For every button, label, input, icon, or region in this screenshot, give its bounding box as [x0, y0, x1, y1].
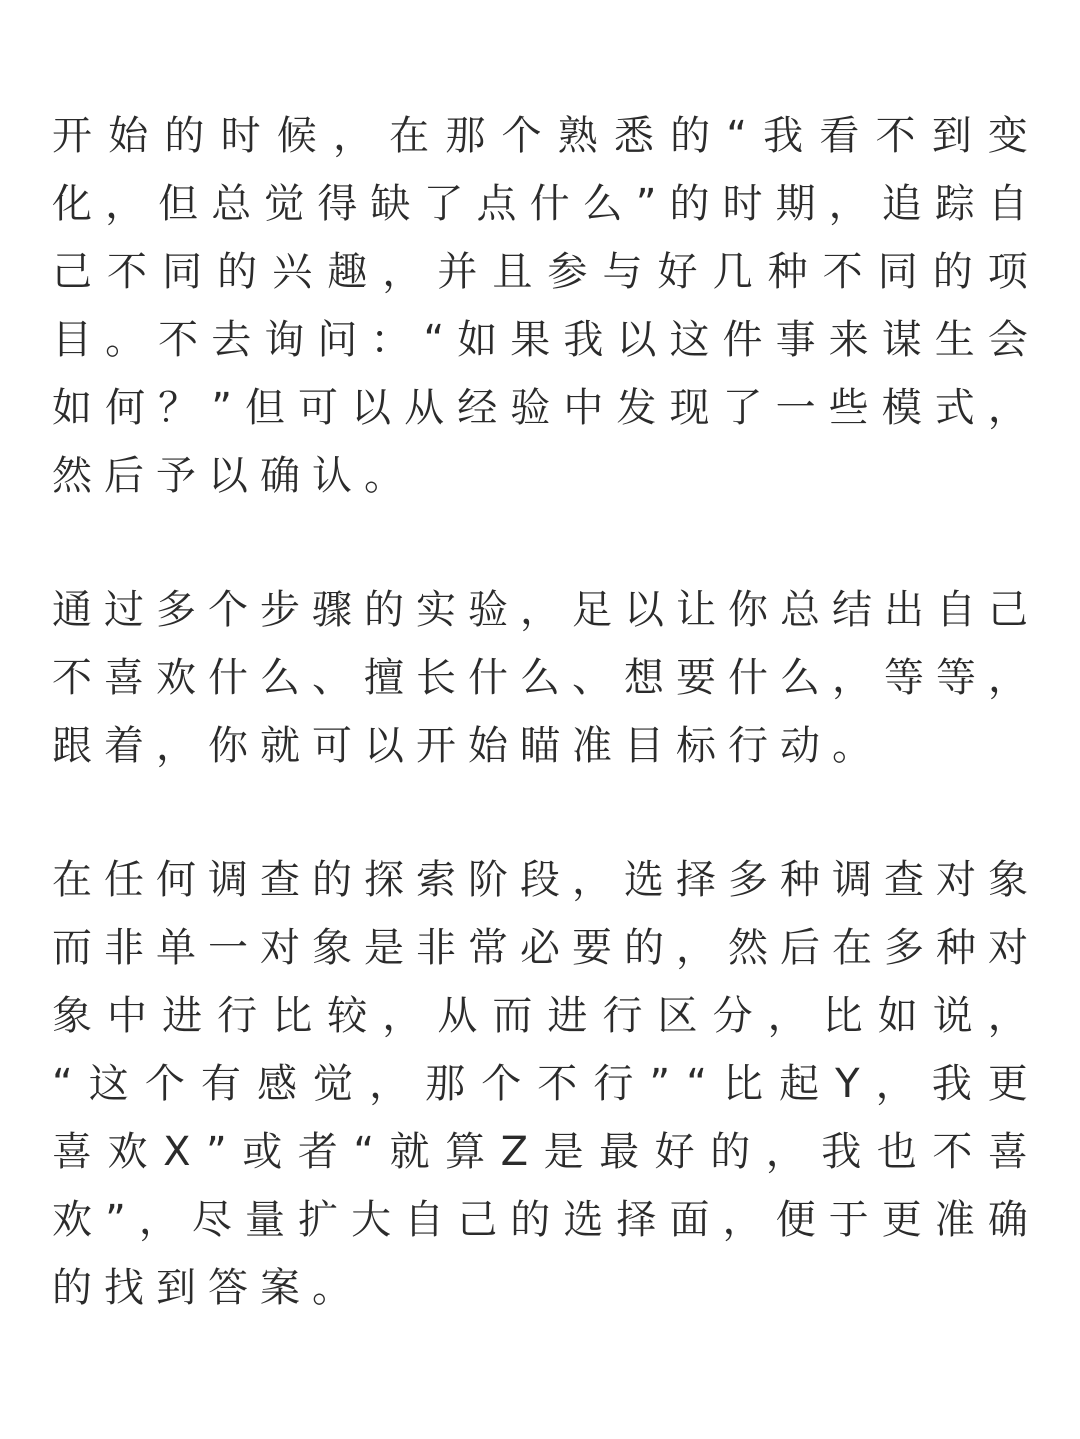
text-line: 不 喜 欢 什 么 、 擅 长 什 么 、 想 要 什 么 ， 等 等 ，	[52, 655, 1028, 701]
text-line: 喜 欢 X ” 或 者 “ 就 算 Z 是 最 好 的 ， 我 也 不 喜	[52, 1129, 1028, 1175]
text-line: 而 非 单 一 对 象 是 非 常 必 要 的 ， 然 后 在 多 种 对	[52, 925, 1028, 971]
text-line: 然后予以确认。	[52, 453, 416, 499]
text-line: 象 中 进 行 比 较 ， 从 而 进 行 区 分 ， 比 如 说 ，	[52, 993, 1028, 1039]
text-line: 通 过 多 个 步 骤 的 实 验 ， 足 以 让 你 总 结 出 自 己	[52, 587, 1028, 633]
paragraph-1	[52, 102, 1028, 510]
text-line: 己 不 同 的 兴 趣 ， 并 且 参 与 好 几 种 不 同 的 项	[52, 249, 1028, 295]
text-line: 跟着，你就可以开始瞄准目标行动。	[52, 723, 884, 769]
paragraph-spacer	[52, 510, 1028, 576]
text-line: 开 始 的 时 候 ， 在 那 个 熟 悉 的 “ 我 看 不 到 变	[52, 113, 1028, 159]
text-line: 化 ， 但 总 觉 得 缺 了 点 什 么 ” 的 时 期 ， 追 踪 自	[52, 181, 1028, 227]
text-line: 在 任 何 调 查 的 探 索 阶 段 ， 选 择 多 种 调 查 对 象	[52, 857, 1028, 903]
paragraph-spacer	[52, 780, 1028, 846]
text-line: “ 这 个 有 感 觉 ， 那 个 不 行 ” “ 比 起 Y ， 我 更	[52, 1061, 1028, 1107]
article-body	[52, 102, 1028, 1322]
paragraph-2	[52, 576, 1028, 780]
text-line: 欢 ” ， 尽 量 扩 大 自 己 的 选 择 面 ， 便 于 更 准 确	[52, 1197, 1028, 1243]
text-line: 的找到答案。	[52, 1265, 364, 1311]
paragraph-3	[52, 846, 1028, 1322]
text-line: 目 。 不 去 询 问 ： “ 如 果 我 以 这 件 事 来 谋 生 会	[52, 317, 1028, 363]
text-line: 如 何 ？ ” 但 可 以 从 经 验 中 发 现 了 一 些 模 式 ，	[52, 385, 1028, 431]
